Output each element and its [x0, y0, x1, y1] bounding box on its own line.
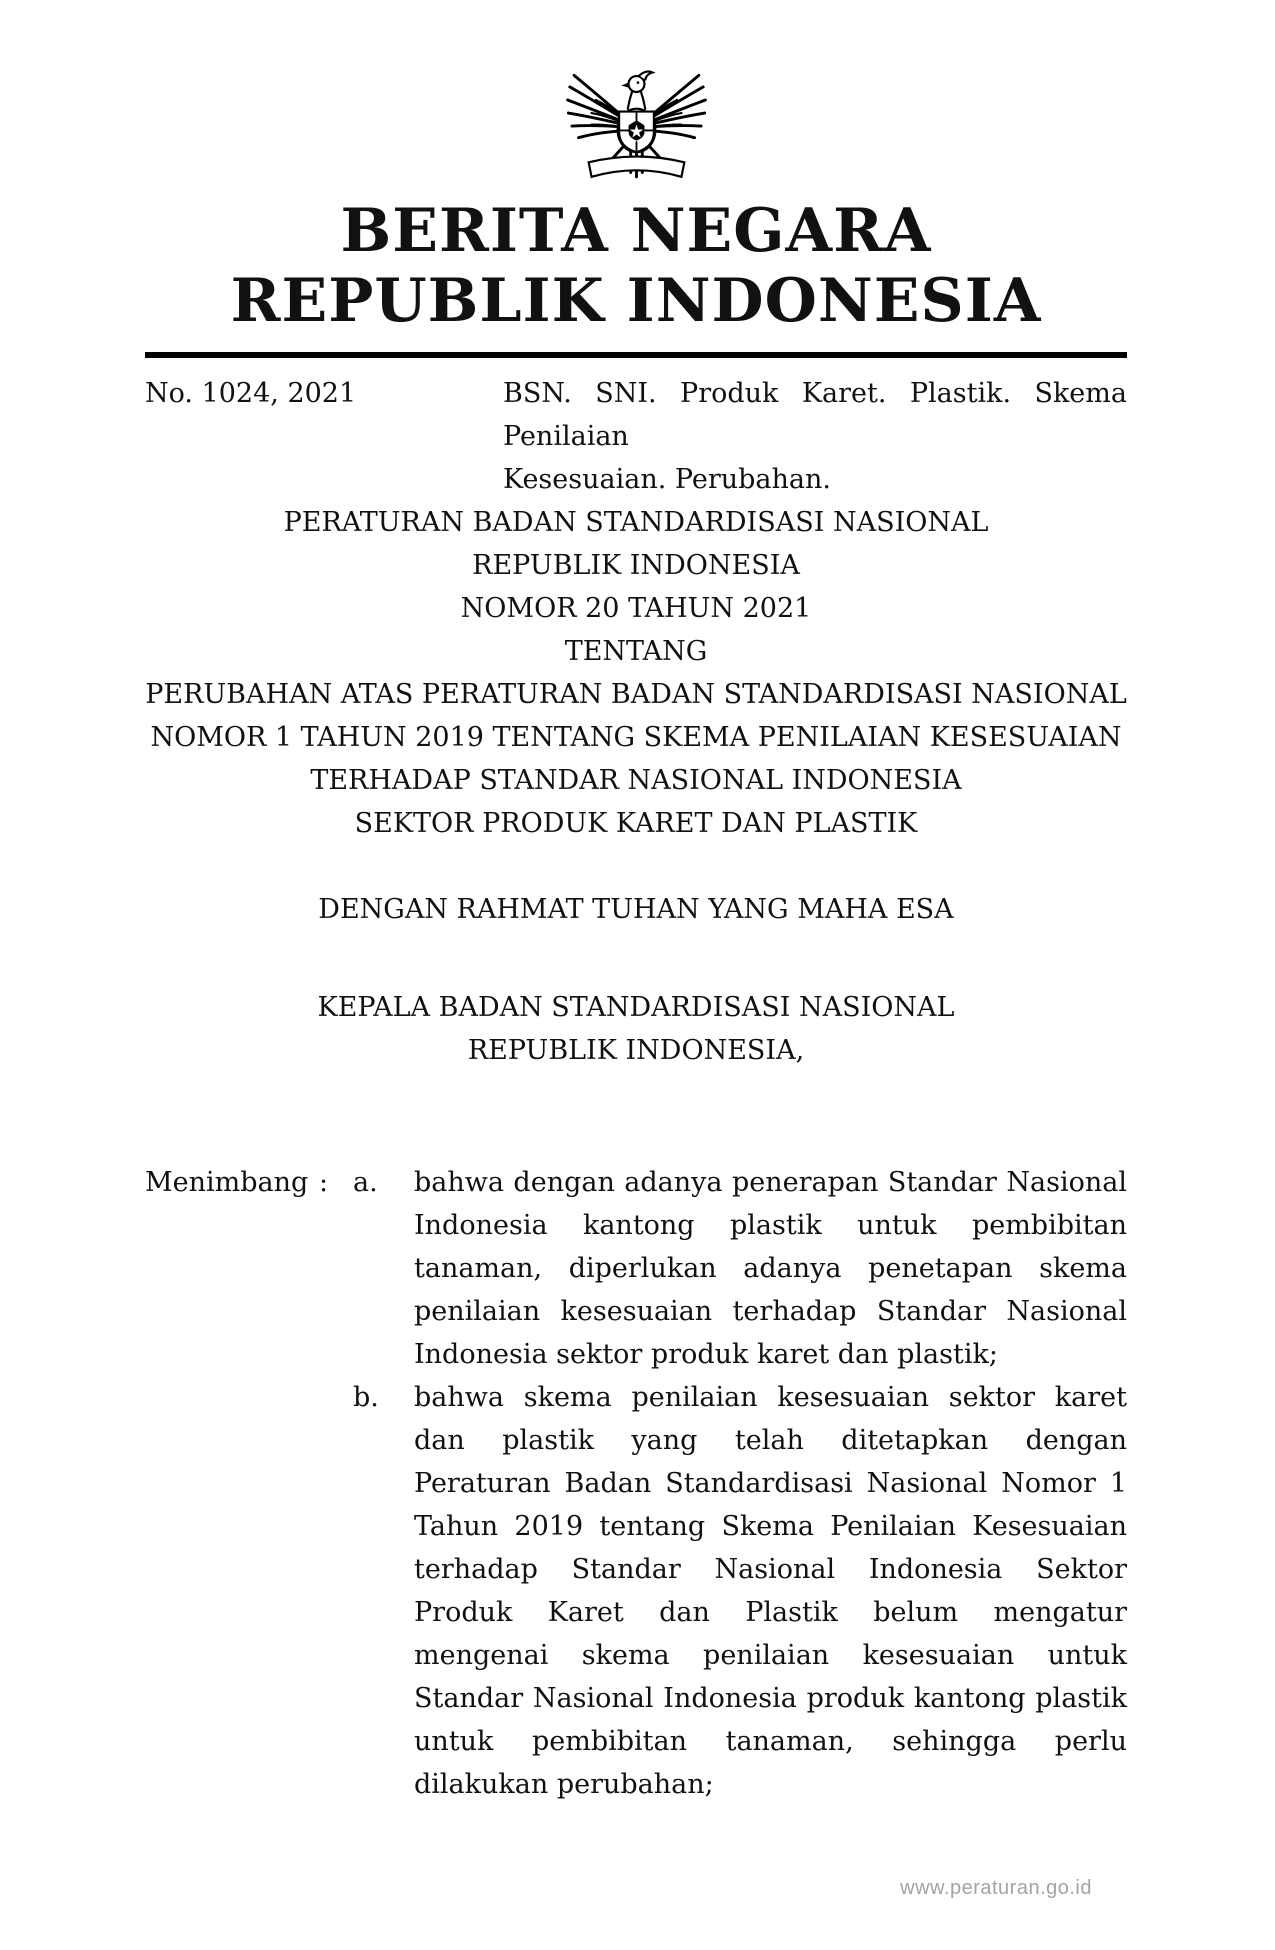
- masthead-title-line1: BERITA NEGARA: [340, 196, 932, 266]
- considering-item-a: [353, 1161, 1127, 1376]
- masthead-title: [145, 196, 1127, 336]
- considering-item-b-text: bahwa skema penilaian kesesuaian sektor karet dan plastik yang telah ditetapkan dengan Peraturan Badan Standardisasi Nasional Nomor 1 Tahun 2019 tentang Skema Penilaian Kesesuaian terhadap Standar Nasional Indonesia Sektor Produk Karet dan Plastik belum mengatur mengenai skema penilaian kesesuaian untuk Standar Nasional Indonesia produk kantong plastik untuk pembibitan tanaman, sehingga perlu dilakukan perubahan;: [414, 1382, 1127, 1800]
- regulation-title-line: NOMOR 20 TAHUN 2021: [460, 593, 812, 624]
- addressee-line1: KEPALA BADAN STANDARDISASI NASIONAL: [317, 992, 955, 1023]
- addressee-block: [145, 986, 1127, 1072]
- regulation-title-line: SEKTOR PRODUK KARET DAN PLASTIK: [354, 808, 918, 839]
- considering-items: [353, 1161, 1127, 1806]
- gazette-abstract-line1: BSN. SNI. Produk Karet. Plastik. Skema Penilaian: [503, 378, 1127, 452]
- considering-item-b-marker: b.: [353, 1382, 379, 1413]
- considering-label: Menimbang: [145, 1167, 309, 1198]
- considering-colon: :: [319, 1167, 329, 1198]
- masthead-divider-rule: [145, 352, 1127, 358]
- regulation-title-block: [145, 501, 1127, 845]
- considering-item-b: [353, 1376, 1127, 1806]
- motto-line: DENGAN RAHMAT TUHAN YANG MAHA ESA: [318, 894, 954, 925]
- gazette-abstract-line2: Kesesuaian. Perubahan.: [503, 464, 831, 495]
- considering-item-a-text: bahwa dengan adanya penerapan Standar Nasional Indonesia kantong plastik untuk pembibitan tanaman, diperlukan adanya penetapan skema penilaian kesesuaian terhadap Standar Nasional Indonesia sektor produk karet dan plastik;: [414, 1167, 1127, 1370]
- addressee-line2: REPUBLIK INDONESIA,: [467, 1035, 805, 1066]
- regulation-title-line: PERATURAN BADAN STANDARDISASI NASIONAL: [283, 507, 989, 538]
- regulation-title-line: TERHADAP STANDAR NASIONAL INDONESIA: [310, 765, 962, 796]
- regulation-title-line: REPUBLIK INDONESIA: [472, 550, 800, 581]
- regulation-title-line: TENTANG: [564, 636, 708, 667]
- regulation-title-line: NOMOR 1 TAHUN 2019 TENTANG SKEMA PENILAIAN KESESUAIAN: [150, 722, 1122, 753]
- regulation-title-line: PERUBAHAN ATAS PERATURAN BADAN STANDARDISASI NASIONAL: [145, 679, 1127, 710]
- gazette-number: No. 1024, 2021: [145, 378, 357, 409]
- masthead-info-row: [145, 372, 1127, 501]
- gazette-abstract: [503, 372, 1127, 501]
- considering-item-a-marker: a.: [353, 1167, 378, 1198]
- garuda-pancasila-emblem-icon: [564, 52, 709, 190]
- masthead-title-line2: REPUBLIK INDONESIA: [230, 266, 1042, 336]
- emblem-container: [145, 0, 1127, 190]
- footer-watermark-url: www.peraturan.go.id: [900, 1877, 1092, 1899]
- considering-section: [145, 1161, 1127, 1806]
